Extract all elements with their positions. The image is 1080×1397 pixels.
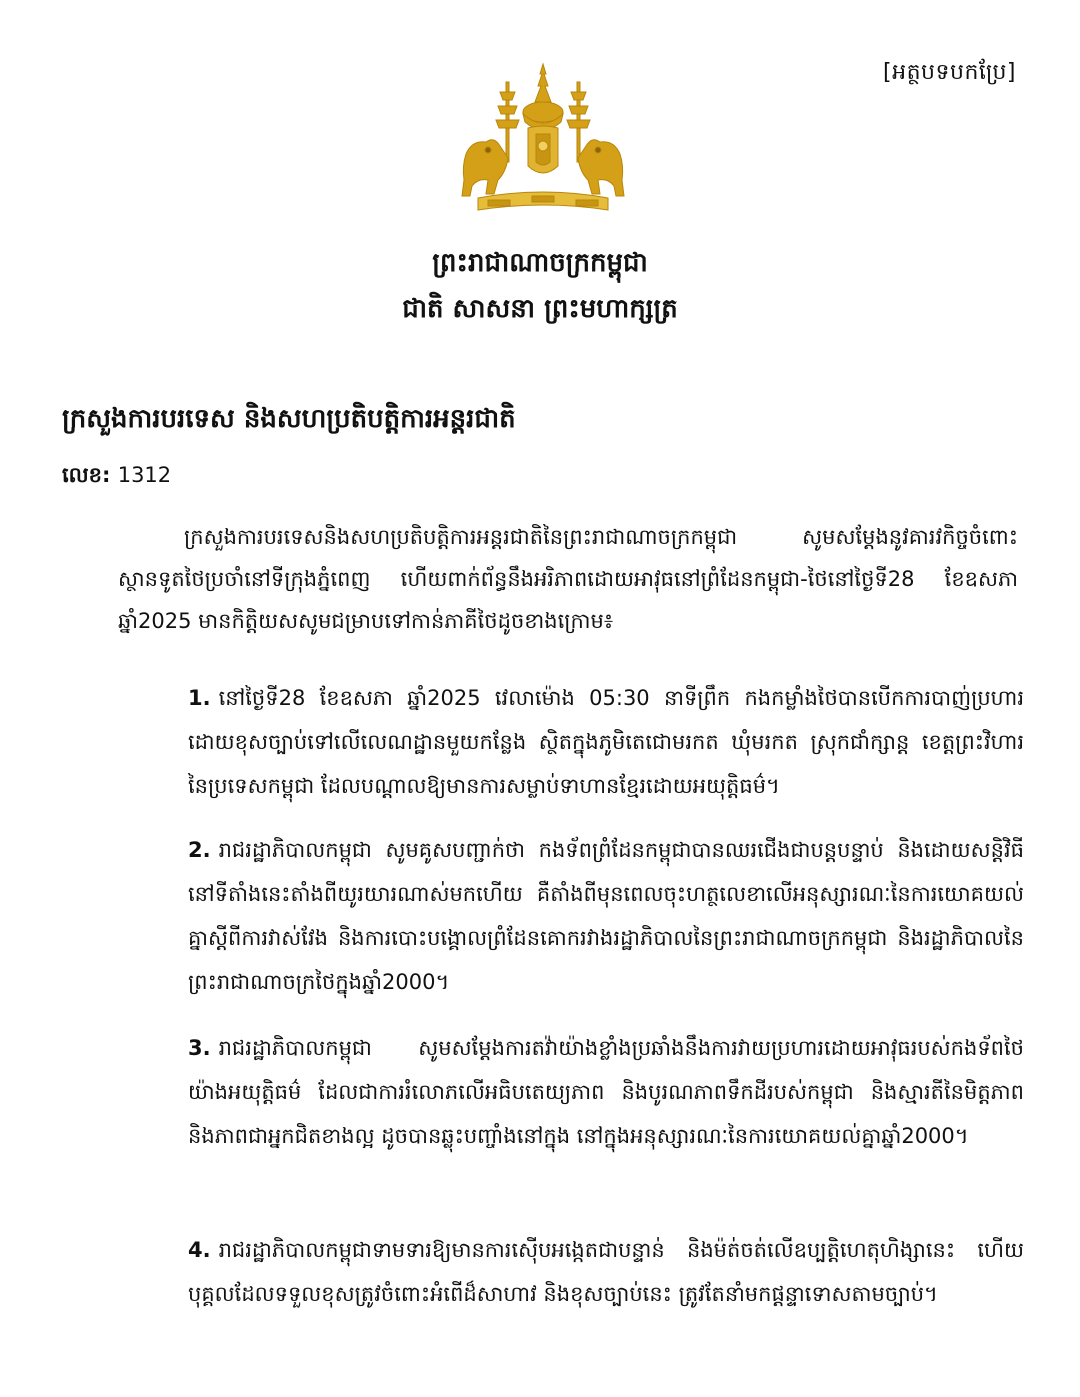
point-item: [188, 1026, 1024, 1158]
translation-tag: [អត្ថបទបកប្រែ]: [883, 60, 1016, 85]
point-item: [188, 1228, 1024, 1316]
point-number: 3.: [188, 1036, 211, 1060]
point-item: [188, 676, 1024, 808]
point-text: រាជរដ្ឋាភិបាលកម្ពុជា សូមសម្តែងការតវ៉ាយ៉ាងខ្លាំងប្រឆាំងនឹងការវាយប្រហារដោយអាវុធរបស់កងទ័ពថៃយ៉ាងអយុត្តិធម៌ ដែលជាការរំលោភលើអធិបតេយ្យភាព និងបូរណភាពទឹកដីរបស់កម្ពុជា និងស្មារតីនៃមិត្តភាព និងភាពជាអ្នកជិតខាងល្អ ដូចបានឆ្លុះបញ្ចាំងនៅក្នុង នៅក្នុងអនុស្សារណៈនៃការយោគយល់គ្នាឆ្នាំ2000។: [188, 1036, 1024, 1148]
reference-label: លេខ:: [62, 463, 111, 487]
point-text: នៅថ្ងៃទី28 ខែឧសភា ឆ្នាំ2025 វេលាម៉ោង 05:30 នាទីព្រឹក កងកម្លាំងថៃបានបើកការបាញ់ប្រហារដោយខុសច្បាប់ទៅលើលេណដ្ឋានមួយកន្លែង ស្ថិតក្នុងភូមិតេជោមរកត ឃុំមរកត ស្រុកជាំក្សាន្ត ខេត្តព្រះវិហារ នៃប្រទេសកម្ពុជា ដែលបណ្តាលឱ្យមានការសម្លាប់ទាហានខ្មែរដោយអយុត្តិធម៌។: [188, 686, 1024, 798]
ministry-name: ក្រសួងការបរទេស និងសហប្រតិបត្តិការអន្តរជាតិ: [62, 404, 516, 434]
point-number: 1.: [188, 686, 211, 710]
point-number: 4.: [188, 1238, 211, 1262]
kingdom-name: ព្រះរាជាណាចក្រកម្ពុជា: [432, 248, 648, 278]
point-number: 2.: [188, 838, 211, 862]
royal-coat-of-arms-icon: [458, 62, 628, 214]
reference-number: [62, 462, 171, 493]
point-item: [188, 828, 1024, 1004]
reference-value: 1312: [117, 463, 172, 487]
point-text: រាជរដ្ឋាភិបាលកម្ពុជា សូមគូសបញ្ជាក់ថា កងទ័ពព្រំដែនកម្ពុជាបានឈរជើងជាបន្តបន្ទាប់ និងដោយសន្តិវិធីនៅទីតាំងនេះតាំងពីយូរយារណាស់មកហើយ គឺតាំងពីមុនពេលចុះហត្ថលេខាលើអនុស្សារណៈនៃការយោគយល់គ្នាស្តីពីការវាស់វែង និងការបោះបង្គោលព្រំដែនគោករវាងរដ្ឋាភិបាលនៃព្រះរាជាណាចក្រកម្ពុជា និងរដ្ឋាភិបាលនៃព្រះរាជាណាចក្រថៃក្នុងឆ្នាំ2000។: [188, 838, 1024, 994]
kingdom-motto: ជាតិ សាសនា ព្រះមហាក្សត្រ: [402, 294, 678, 324]
intro-paragraph: ក្រសួងការបរទេសនិងសហប្រតិបត្តិការអន្តរជាតិនៃព្រះរាជាណាចក្រកម្ពុជា សូមសម្តែងនូវគារវកិច្ចចំពោះស្ថានទូតថៃប្រចាំនៅទីក្រុងភ្នំពេញ ហើយពាក់ព័ន្ធនឹងអរិភាពដោយអាវុធនៅព្រំដែនកម្ពុជា-ថៃនៅថ្ងៃទី28 ខែឧសភា ឆ្នាំ2025 មានកិត្តិយសសូមជម្រាបទៅកាន់ភាគីថៃដូចខាងក្រោម៖: [118, 525, 1018, 633]
point-text: រាជរដ្ឋាភិបាលកម្ពុជាទាមទារឱ្យមានការស៊ើបអង្កេតជាបន្ទាន់ និងម៉ត់ចត់លើឧប្បត្តិហេតុហិង្សានេះ ហើយបុគ្គលដែលទទួលខុសត្រូវចំពោះអំពើដ៏សាហាវ និងខុសច្បាប់នេះ ត្រូវតែនាំមកផ្តន្ទាទោសតាមច្បាប់។: [188, 1238, 1024, 1306]
